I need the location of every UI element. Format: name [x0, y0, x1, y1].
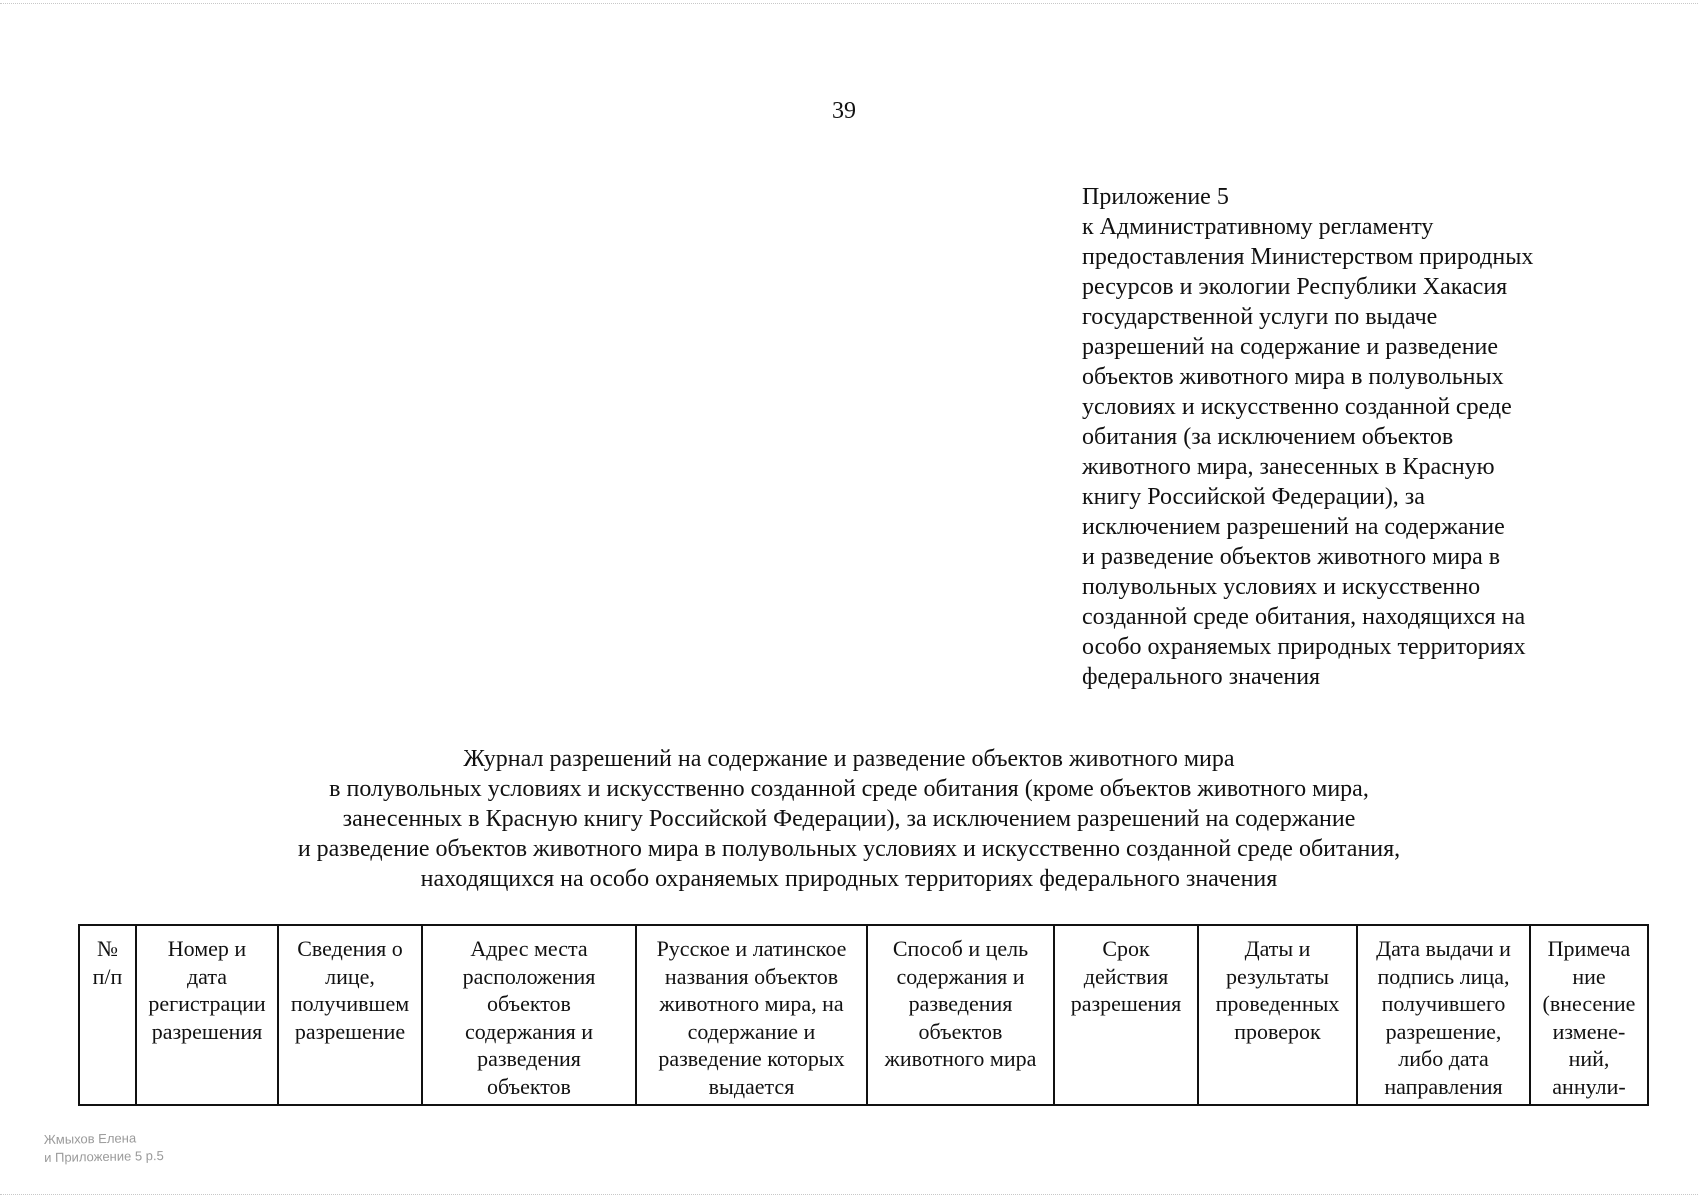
annex-line: условиях и искусственно созданной среде — [1082, 394, 1512, 420]
annex-header — [1082, 182, 1602, 692]
stamp-line: Жмыхов Елена — [43, 1130, 137, 1148]
stamp-line: и Приложение 5 р.5 — [44, 1147, 164, 1166]
annex-line: книгу Российской Федерации), за — [1082, 484, 1425, 510]
journal-title-line: и разведение объектов животного мира в полувольных условиях и искусственно созданной среде обитания, — [297, 836, 1401, 862]
annex-line: особо охраняемых природных территориях — [1082, 634, 1526, 660]
table-header-row — [79, 925, 1648, 1105]
annex-line: обитания (за исключением объектов — [1082, 424, 1454, 450]
annex-line: животного мира, занесенных в Красную — [1082, 454, 1495, 480]
annex-line: объектов животного мира в полувольных — [1082, 364, 1504, 390]
column-header-registration: Номер и дата регистрации разрешения — [136, 925, 278, 1105]
annex-line: федерального значения — [1082, 664, 1321, 690]
scan-edge-top — [0, 3, 1698, 5]
annex-line: ресурсов и экологии Республики Хакасия — [1082, 274, 1508, 300]
journal-title-line: находящихся на особо охраняемых природных территориях федерального значения — [420, 866, 1278, 892]
annex-line: Приложение 5 — [1082, 184, 1229, 210]
column-header-species-names: Русское и латинское названия объектов животного мира, на содержание и разведение которых выдается — [636, 925, 867, 1105]
annex-line: разрешений на содержание и разведение — [1082, 334, 1499, 360]
column-header-validity: Срок действия разрешения — [1054, 925, 1198, 1105]
column-header-inspections: Даты и результаты проведенных проверок — [1198, 925, 1357, 1105]
scan-edge-bottom — [0, 1194, 1698, 1196]
annex-line: и разведение объектов животного мира в — [1082, 544, 1501, 570]
annex-line: исключением разрешений на содержание — [1082, 514, 1505, 540]
page-number: 39 — [832, 98, 856, 124]
annex-line: к Административному регламенту — [1082, 214, 1434, 240]
journal-title — [0, 744, 1698, 894]
column-header-number: № п/п — [79, 925, 136, 1105]
column-header-method-purpose: Способ и цель содержания и разведения объектов животного мира — [867, 925, 1054, 1105]
journal-title-line: в полувольных условиях и искусственно созданной среде обитания (кроме объектов животного мира, — [329, 776, 1369, 802]
column-header-recipient: Сведения о лице, получившем разрешение — [278, 925, 422, 1105]
column-header-note: Примеча ние (внесение измене- ний, аннули- — [1530, 925, 1648, 1105]
annex-line: созданной среде обитания, находящихся на — [1082, 604, 1526, 630]
column-header-address: Адрес места расположения объектов содержания и разведения объектов — [422, 925, 636, 1105]
journal-title-line: Журнал разрешений на содержание и разведение объектов животного мира — [463, 746, 1235, 772]
annex-line: предоставления Министерством природных — [1082, 244, 1534, 270]
annex-line: полувольных условиях и искусственно — [1082, 574, 1481, 600]
annex-line: государственной услуги по выдаче — [1082, 304, 1438, 330]
column-header-issue-date: Дата выдачи и подпись лица, получившего разрешение, либо дата направления — [1357, 925, 1530, 1105]
scan-stamp — [44, 1129, 164, 1167]
registry-table — [78, 924, 1649, 1106]
journal-title-line: занесенных в Красную книгу Российской Федерации), за исключением разрешений на содержание — [342, 806, 1356, 832]
